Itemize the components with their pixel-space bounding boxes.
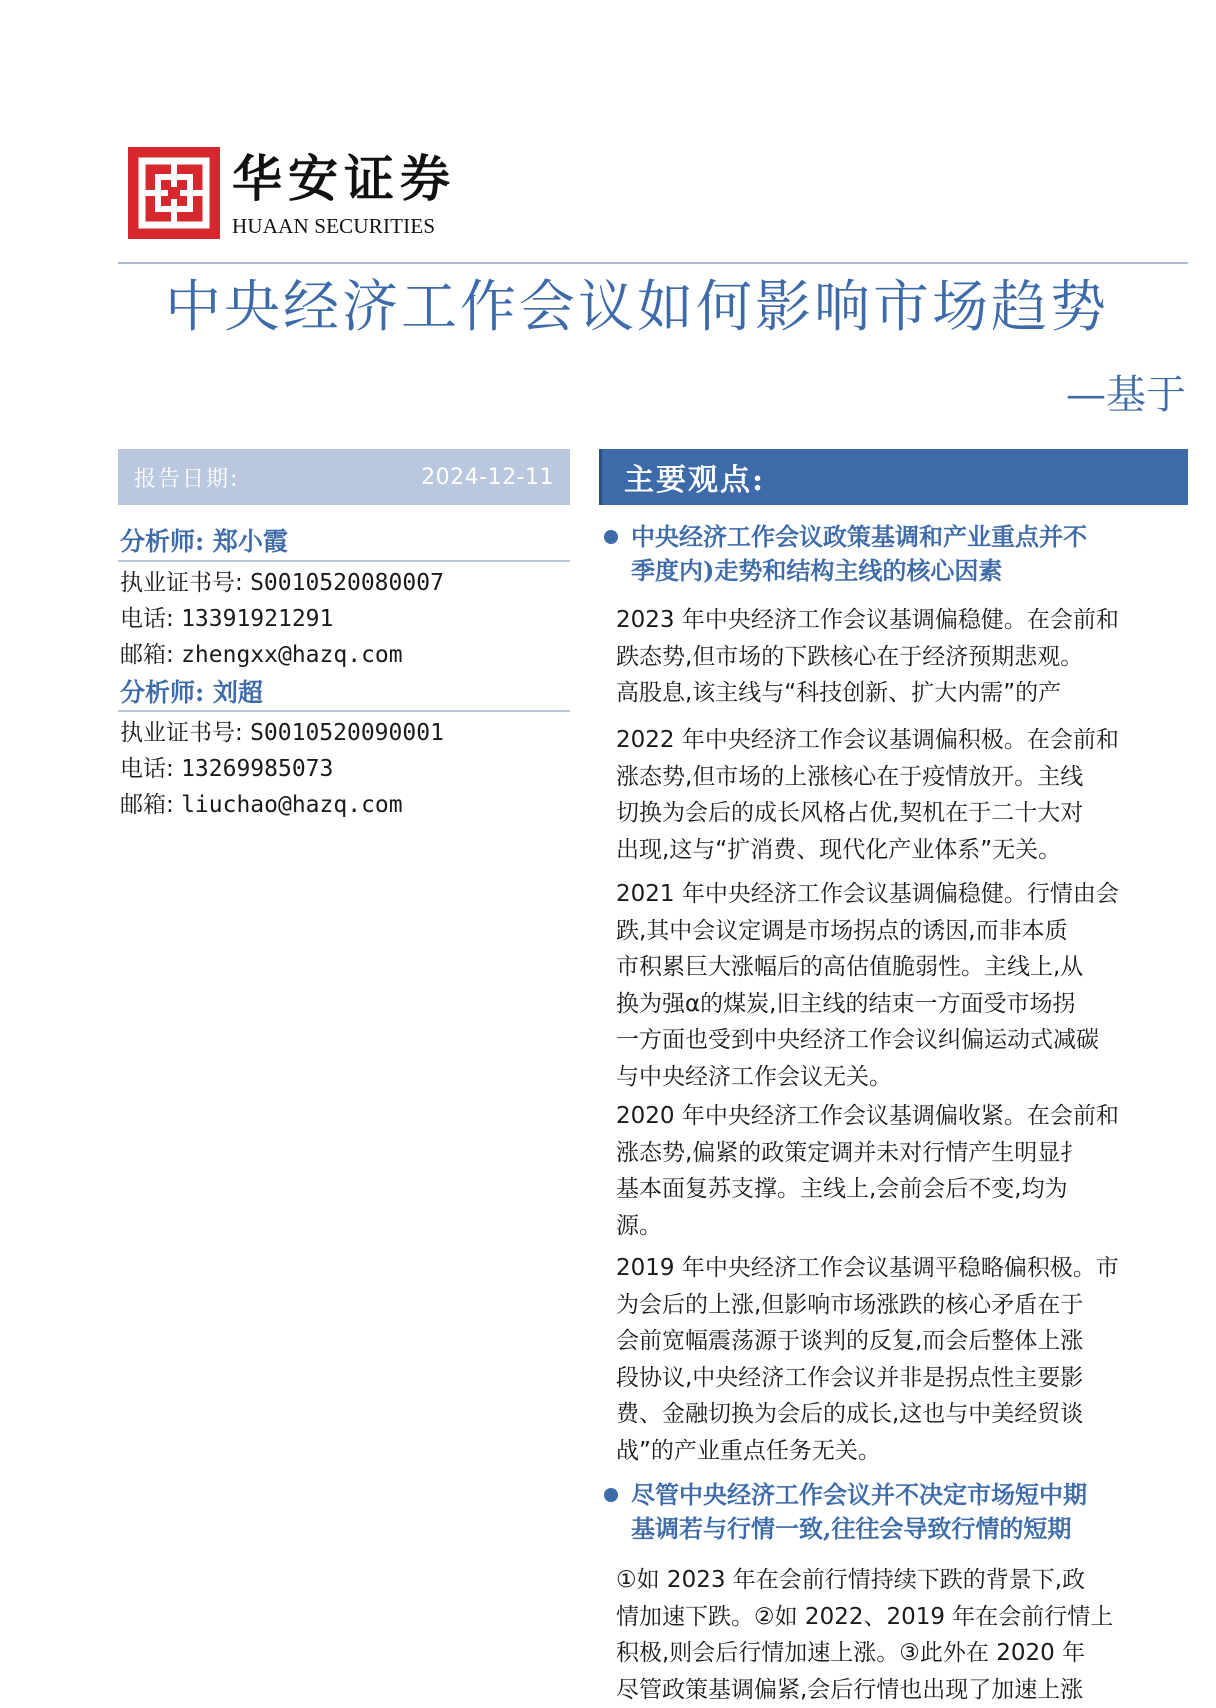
analyst-phone: 电话: 13269985073 — [120, 756, 334, 782]
bullet-icon — [604, 530, 618, 544]
report-title: 中央经济工作会议如何影响市场趋势 — [165, 275, 1109, 340]
header-divider — [118, 262, 1188, 264]
key-point-heading: 中央经济工作会议政策基调和产业重点并不 季度内)走势和结构主线的核心因素 — [604, 520, 1204, 588]
analyst-name: 分析师: 郑小霞 — [120, 527, 288, 556]
analyst-license: 执业证书号: S0010520090001 — [120, 720, 444, 746]
analyst-email: 邮箱: liuchao@hazq.com — [120, 792, 403, 818]
report-date-box — [118, 449, 570, 505]
key-point-heading: 尽管中央经济工作会议并不决定市场短中期 基调若与行情一致,往往会导致行情的短期 — [604, 1478, 1204, 1546]
analyst-phone: 电话: 13391921291 — [120, 606, 334, 632]
logo-seal-icon — [128, 147, 220, 239]
paragraph-summary: ①如 2023 年在会前行情持续下跌的背景下,政 情加速下跌。②如 2022、2019 年在会前行情上 积极,则会后行情加速上涨。③此外在 2020 年 尽管政策基调偏紧,会后行情也出现了加速上涨 — [616, 1567, 1114, 1703]
analyst-divider — [118, 560, 570, 562]
paragraph-2023: 2023 年中央经济工作会议基调偏稳健。在会前和 跌态势,但市场的下跌核心在于经济预期悲观。 高股息,该主线与“科技创新、扩大内需”的产 — [616, 607, 1119, 706]
analyst-license: 执业证书号: S0010520080007 — [120, 570, 444, 596]
logo-chinese-name: 华安证券 — [232, 149, 456, 208]
paragraph-2019: 2019 年中央经济工作会议基调平稳略偏积极。市 为会后的上涨,但影响市场涨跌的核心矛盾在于 会前宽幅震荡源于谈判的反复,而会后整体上涨 段协议,中央经济工作会议并非是拐点性主要影 费、金融切换为会后的成长,这也与中美经贸谈 战”的产业重点任务无关。 — [616, 1255, 1119, 1464]
analyst-email: 邮箱: zhengxx@hazq.com — [120, 642, 403, 668]
report-date-value: 2024-12-11 — [421, 464, 554, 490]
paragraph-2021: 2021 年中央经济工作会议基调偏稳健。行情由会 跌,其中会议定调是市场拐点的诱因,而非本质 市积累巨大涨幅后的高估值脆弱性。主线上,从 换为强α的煤炭,旧主线的结束一方面受市场拐 一方面也受到中央经济工作会议纠偏运动式减碳 与中央经济工作会议无关。 — [616, 881, 1119, 1090]
analyst-name: 分析师: 刘超 — [120, 678, 263, 707]
analyst-divider — [118, 710, 570, 712]
report-date-label: 报告日期: — [134, 466, 240, 492]
paragraph-2022: 2022 年中央经济工作会议基调偏积极。在会前和 涨态势,但市场的上涨核心在于疫情放开。主线 切换为会后的成长风格占优,契机在于二十大对 出现,这与“扩消费、现代化产业体系”无关。 — [616, 727, 1119, 863]
paragraph-2020: 2020 年中央经济工作会议基调偏收紧。在会前和 涨态势,偏紧的政策定调并未对行情产生明显扌 基本面复苏支撑。主线上,会前会后不变,均为 源。 — [616, 1103, 1119, 1239]
company-logo — [128, 147, 456, 239]
bullet-icon — [604, 1488, 618, 1502]
key-points-header: 主要观点: — [599, 449, 1188, 505]
logo-english-name: HUAAN SECURITIES — [232, 214, 436, 238]
report-subtitle: —基于 — [1066, 372, 1186, 418]
